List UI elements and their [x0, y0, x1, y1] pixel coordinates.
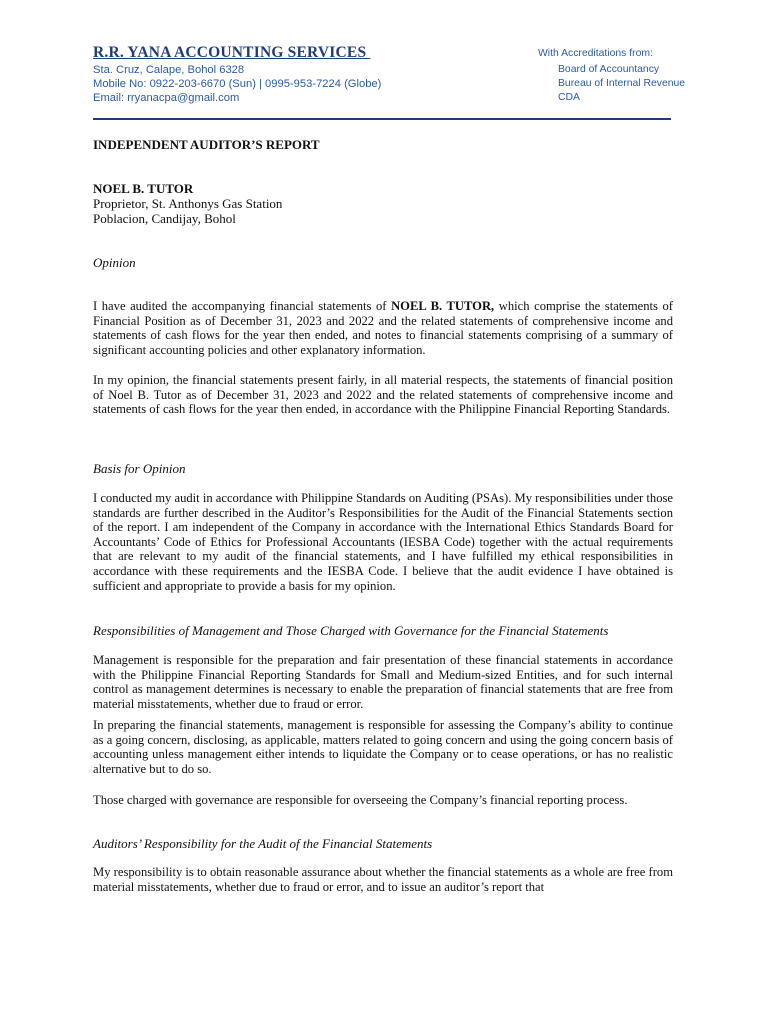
client-name-bold: NOEL B. TUTOR, [391, 299, 495, 313]
addressee-name: NOEL B. TUTOR [93, 181, 194, 196]
addressee-location: Poblacion, Candijay, Bohol [93, 211, 236, 226]
opinion-paragraph-1 [93, 299, 673, 357]
basis-paragraph: I conducted my audit in accordance with Philippine Standards on Auditing (PSAs). My responsibilities under those standards are further described in the Auditor’s Responsibilities for the Audit of the Financial Statements section of the report. I am independent of the Company in accordance with the International Ethics Standards Board for Accountants’ Code of Ethics for Professional Accountants (IESBA Code) together with the actual requirements that are relevant to my audit of the financial statements, and I have fulfilled my ethical responsibilities in accordance with these requirements and the IESBA Code. I believe that the audit evidence I have obtained is sufficient and appropriate to provide a basis for my opinion. [93, 491, 673, 593]
accreditation-item: CDA [558, 92, 580, 103]
auditor-paragraph: My responsibility is to obtain reasonable assurance about whether the financial statements as a whole are free from material misstatements, whether due to fraud or error, and to issue an auditor’s report that [93, 865, 673, 894]
report-title: INDEPENDENT AUDITOR’S REPORT [93, 137, 320, 152]
management-paragraph-1: Management is responsible for the preparation and fair presentation of these financial statements in accordance with the Philippine Financial Reporting Standards for Small and Medium-sized Entities, and for such internal control as management determines is necessary to enable the preparation of financial statements that are free from material misstatements, whether due to fraud or error. [93, 653, 673, 711]
auditor-heading: Auditors’ Responsibility for the Audit of the Financial Statements [93, 836, 433, 851]
opinion-text-start: I have audited the accompanying financial statements of [93, 299, 392, 313]
letterhead [93, 44, 686, 124]
management-paragraph-3: Those charged with governance are responsible for overseeing the Company’s financial reporting process. [93, 793, 628, 807]
firm-email: Email: rryanacpa@gmail.com [93, 92, 240, 104]
accreditations-title: With Accreditations from: [538, 48, 653, 59]
opinion-text-end: which comprise the statements of Financial Position as of December 31, 2023 and 2022 and the related statements of comprehensive income and statements of cash flows for the year then ended, and notes to financial statements comprising of a summary of significant accounting policies and other explanatory information. [93, 299, 674, 357]
opinion-paragraph-2: In my opinion, the financial statements present fairly, in all material respects, the statements of financial position of Noel B. Tutor as of December 31, 2023 and 2022 and the related statements of comprehensive income and statements of cash flows for the year then ended, in accordance with the Philippine Financial Reporting Standards. [93, 373, 673, 417]
management-heading: Responsibilities of Management and Those Charged with Governance for the Financial Statements [93, 623, 609, 638]
letterhead-divider [93, 118, 671, 120]
firm-address: Sta. Cruz, Calape, Bohol 6328 [93, 64, 245, 76]
firm-mobile: Mobile No: 0922-203-6670 (Sun) | 0995-953-7224 (Globe) [93, 78, 382, 90]
basis-heading: Basis for Opinion [93, 461, 186, 476]
accreditation-item: Board of Accountancy [558, 64, 660, 75]
addressee-title: Proprietor, St. Anthonys Gas Station [93, 196, 283, 211]
opinion-heading: Opinion [93, 255, 136, 270]
management-paragraph-2: In preparing the financial statements, management is responsible for assessing the Company’s ability to continue as a going concern, disclosing, as applicable, matters related to going concern and using the going concern basis of accounting unless management either intends to liquidate the Company or to cease operations, or has no realistic alternative but to do so. [93, 718, 673, 776]
firm-name: R.R. YANA ACCOUNTING SERVICES [93, 44, 371, 61]
accreditation-item: Bureau of Internal Revenue [558, 78, 686, 89]
